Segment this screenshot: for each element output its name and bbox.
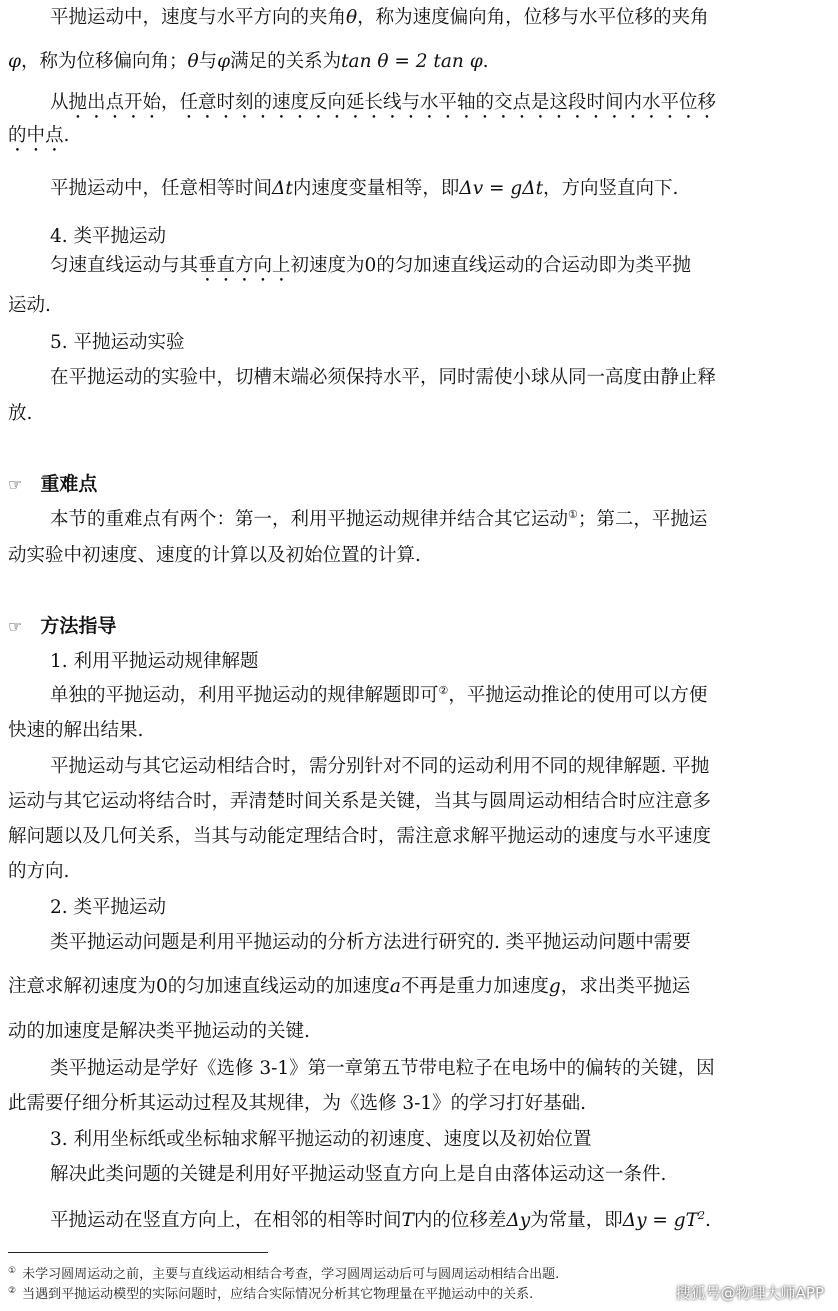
para-method-1-line-1: 单独的平抛运动，利用平抛运动的规律解题即可②，平抛运动推论的使用可以方便 <box>50 683 708 706</box>
para-method-2-line-4: 类平抛运动是学好《选修 3-1》第一章第五节带电粒子在电场中的偏转的关键，因 <box>50 1058 715 1079</box>
subheading-method-1: 1. 利用平抛运动规律解题 <box>50 651 259 672</box>
footnote-ref-1[interactable]: ① <box>568 507 578 521</box>
para-method-1-line-3: 平抛运动与其它运动相结合时，需分别针对不同的运动利用不同的规律解题. 平抛 <box>50 756 710 777</box>
footnote-2: ② 当遇到平抛运动模型的实际问题时，应结合实际情况分析其它物理量在平抛运动中的关系. <box>8 1286 534 1302</box>
para-velocity-change: 平抛运动中，任意相等时间Δt内速度变量相等，即Δv = gΔt，方向竖直向下. <box>50 178 679 199</box>
para-method-2-line-5: 此需要仔细分析其运动过程及其规律，为《选修 3-1》的学习打好基础. <box>8 1093 587 1114</box>
para-quasi-line-2: 运动. <box>8 295 51 316</box>
para-key-points-line-1: 本节的重难点有两个：第一，利用平抛运动规律并结合其它运动①；第二，平抛运 <box>50 507 708 530</box>
footnote-divider <box>8 1252 268 1253</box>
heading-method-guide: ☞ 方法指导 <box>8 615 117 637</box>
para-method-2-line-2: 注意求解初速度为0的匀加速直线运动的加速度a不再是重力加速度g，求出类平抛运 <box>8 976 691 997</box>
para-angle-line-2: φ，称为位移偏向角；θ与φ满足的关系为tan θ = 2 tan φ. <box>8 51 489 72</box>
heading-key-points: ☞ 重难点 <box>8 473 98 495</box>
subheading-4: 4. 类平抛运动 <box>50 226 167 247</box>
para-method-1-line-4: 运动与其它运动将结合时，弄清楚时间关系是关键，当其与圆周运动相结合时应注意多 <box>8 791 712 812</box>
tan-formula: tan θ = 2 tan φ <box>341 51 483 72</box>
para-method-2-line-3: 动的加速度是解决类平抛运动的关键. <box>8 1021 310 1042</box>
para-experiment-line-1: 在平抛运动的实验中，切槽末端必须保持水平，同时需使小球从同一高度由静止释 <box>50 367 717 388</box>
subheading-method-3: 3. 利用坐标纸或坐标轴求解平抛运动的初速度、速度以及初始位置 <box>50 1129 592 1150</box>
footnote-ref-2[interactable]: ② <box>438 683 449 697</box>
para-method-2-line-1: 类平抛运动问题是利用平抛运动的分析方法进行研究的. 类平抛运动问题中需要 <box>50 932 691 953</box>
pointing-hand-icon: ☞ <box>8 475 23 494</box>
para-quasi-line-1: 匀速直线运动与其垂直方向上初速度为0的匀加速直线运动的合运动即为类平抛 <box>50 255 691 276</box>
para-method-3-line-2: 平抛运动在竖直方向上，在相邻的相等时间T内的位移差Δy为常量，即$\Delta y = gT^2$. <box>50 1208 711 1231</box>
delta-v-formula: Δv = gΔt <box>459 178 544 199</box>
para-method-3-line-1: 解决此类问题的关键是利用好平抛运动竖直方向上是自由落体运动这一条件. <box>50 1164 667 1185</box>
para-method-1-line-2: 快速的解出结果. <box>8 720 144 741</box>
para-key-points-line-2: 动实验中初速度、速度的计算以及初始位置的计算. <box>8 545 421 566</box>
para-inference-line-1: 从抛出点开始，任意时刻的速度反向延长线与水平轴的交点是这段时间内水平位移 <box>50 92 717 113</box>
para-inference-line-2: 的中点. <box>8 125 70 146</box>
para-angle-line-1: 平抛运动中，速度与水平方向的夹角θ，称为速度偏向角，位移与水平位移的夹角 <box>50 7 709 28</box>
subheading-method-2: 2. 类平抛运动 <box>50 897 167 918</box>
pointing-hand-icon: ☞ <box>8 617 23 636</box>
para-method-1-line-6: 的方向. <box>8 861 70 882</box>
subheading-5: 5. 平抛运动实验 <box>50 332 185 353</box>
footnote-1: ① 未学习圆周运动之前，主要与直线运动相结合考查，学习圆周运动后可与圆周运动相结合出题. <box>8 1266 560 1282</box>
para-method-1-line-5: 解问题以及几何关系，当其与动能定理结合时，需注意求解平抛运动的速度与水平速度 <box>8 826 712 847</box>
delta-y-formula: Δy = gT <box>622 1210 698 1231</box>
watermark: 搜狐号@物理大师APP <box>675 1284 824 1302</box>
para-experiment-line-2: 放. <box>8 403 33 424</box>
